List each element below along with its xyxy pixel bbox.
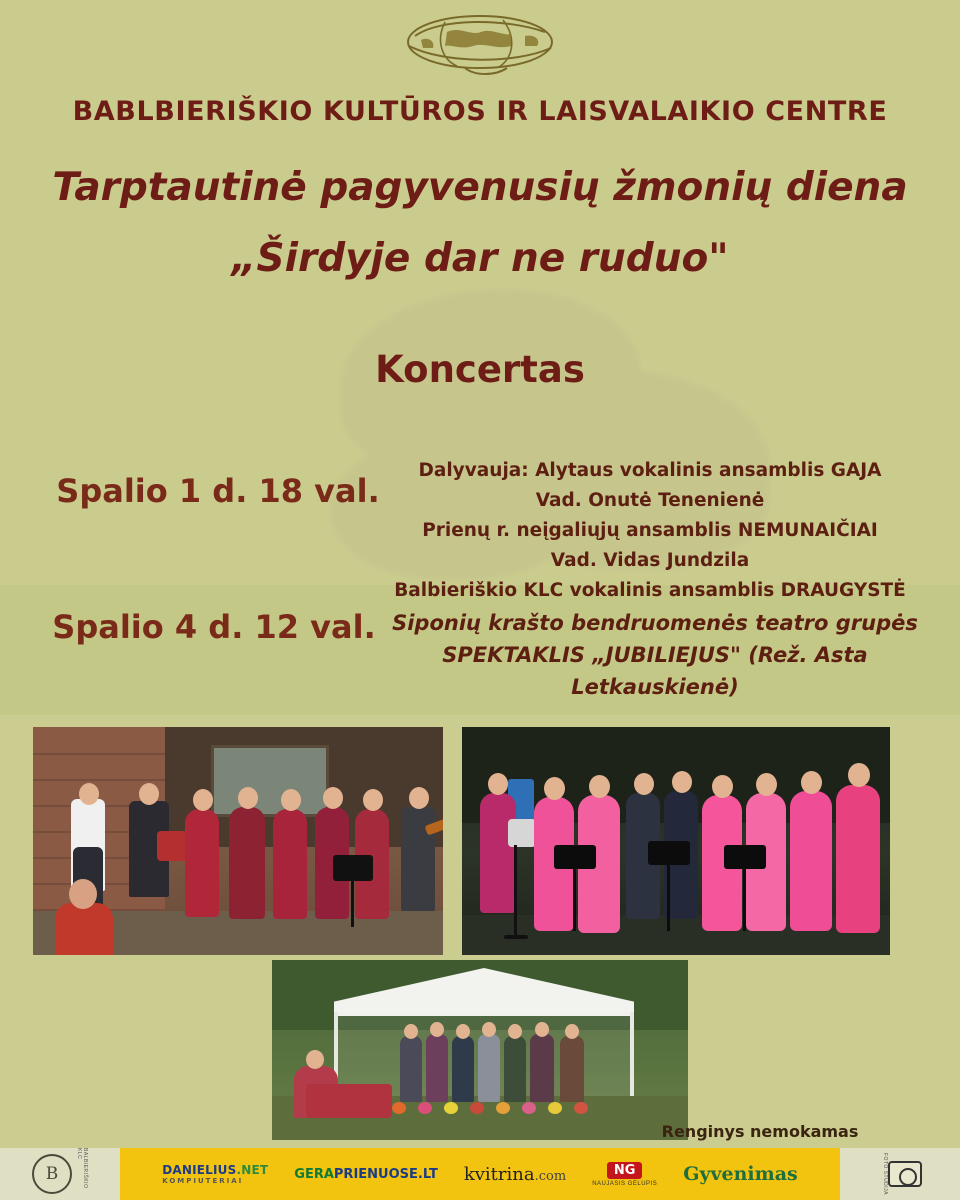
event-1-detail-line: Balbieriškio KLC vokalinis ansamblis DRAUGYSTĖ — [394, 579, 906, 601]
poster-title-line1: Tarptautinė pagyvenusių žmonių diena — [52, 165, 908, 210]
event-1-detail-line: Prienų r. neįgaliųjų ansamblis NEMUNAIČIAI — [422, 519, 878, 541]
gera-name: GERA — [294, 1166, 334, 1182]
klc-logo-vertical-text: BALBIERIŠKIO KLC — [76, 1148, 88, 1189]
venue-heading: BABLBIERIŠKIO KULTŪROS IR LAISVALAIKIO CENTRE — [72, 96, 888, 127]
event-2-details — [385, 608, 925, 704]
danielius-net-suffix: .NET — [236, 1163, 269, 1177]
photo-studio-vertical-text: FOTO STUDIJA — [882, 1152, 888, 1196]
sponsor-naujasis-gelupis[interactable] — [592, 1162, 657, 1187]
kvitrina-suffix: .com — [534, 1168, 567, 1184]
ng-badge-subtitle: NAUJASIS GĖLUPIS — [592, 1180, 658, 1187]
sponsor-footer-bar — [0, 1148, 960, 1200]
free-entry-notice: Renginys nemokamas — [661, 1122, 859, 1141]
footer-left-cap — [0, 1148, 120, 1200]
event-2-detail-line: Siponių krašto bendruomenės teatro grupės — [392, 611, 918, 635]
event-2-detail-line: Letkauskienė) — [571, 674, 739, 699]
sponsor-logos — [120, 1148, 840, 1200]
event-2-date: Spalio 4 d. 12 val. — [52, 608, 376, 646]
gera-suffix: PRIENUOSE.LT — [333, 1166, 438, 1182]
event-1-detail-line: Dalyvauja: Alytaus vokalinis ansamblis GAJA — [418, 460, 882, 481]
camera-icon — [888, 1161, 922, 1187]
sponsor-kvitrina[interactable] — [464, 1164, 566, 1185]
event-1-detail-line: Vad. Vidas Jundzila — [550, 549, 750, 571]
event-1-detail-line: Vad. Onutė Tenenienė — [535, 489, 765, 511]
event-1-date: Spalio 1 d. 18 val. — [56, 472, 380, 510]
event-2-detail-line: SPEKTAKLIS „JUBILIEJUS" (Rež. Asta — [442, 642, 868, 667]
sponsor-gyvenimas[interactable]: Gyvenimas — [683, 1163, 798, 1185]
photo-choir-pink — [462, 727, 890, 955]
footer-right-cap — [840, 1148, 960, 1200]
poster-title-line2: „Širdyje dar ne ruduo" — [231, 236, 729, 281]
ng-badge-label: NG — [607, 1162, 643, 1179]
event-1-details — [385, 456, 915, 606]
photo-outdoor-tent — [272, 960, 688, 1140]
photo-folk-ensemble — [33, 727, 443, 955]
event-type-heading: Koncertas — [375, 348, 585, 391]
danielius-name: DANIELIUS — [162, 1163, 237, 1177]
klc-logo-icon — [32, 1154, 72, 1194]
danielius-subtitle: KOMPIUTERIAI — [162, 1177, 244, 1185]
klc-logo-letter: B — [45, 1164, 59, 1184]
sponsor-danielius-net[interactable] — [162, 1163, 268, 1185]
globe-logo-wrap — [0, 6, 960, 84]
kvitrina-name: kvitrina — [463, 1163, 535, 1185]
globe-icon — [385, 6, 575, 84]
sponsor-gera-prienuose[interactable] — [294, 1167, 438, 1182]
